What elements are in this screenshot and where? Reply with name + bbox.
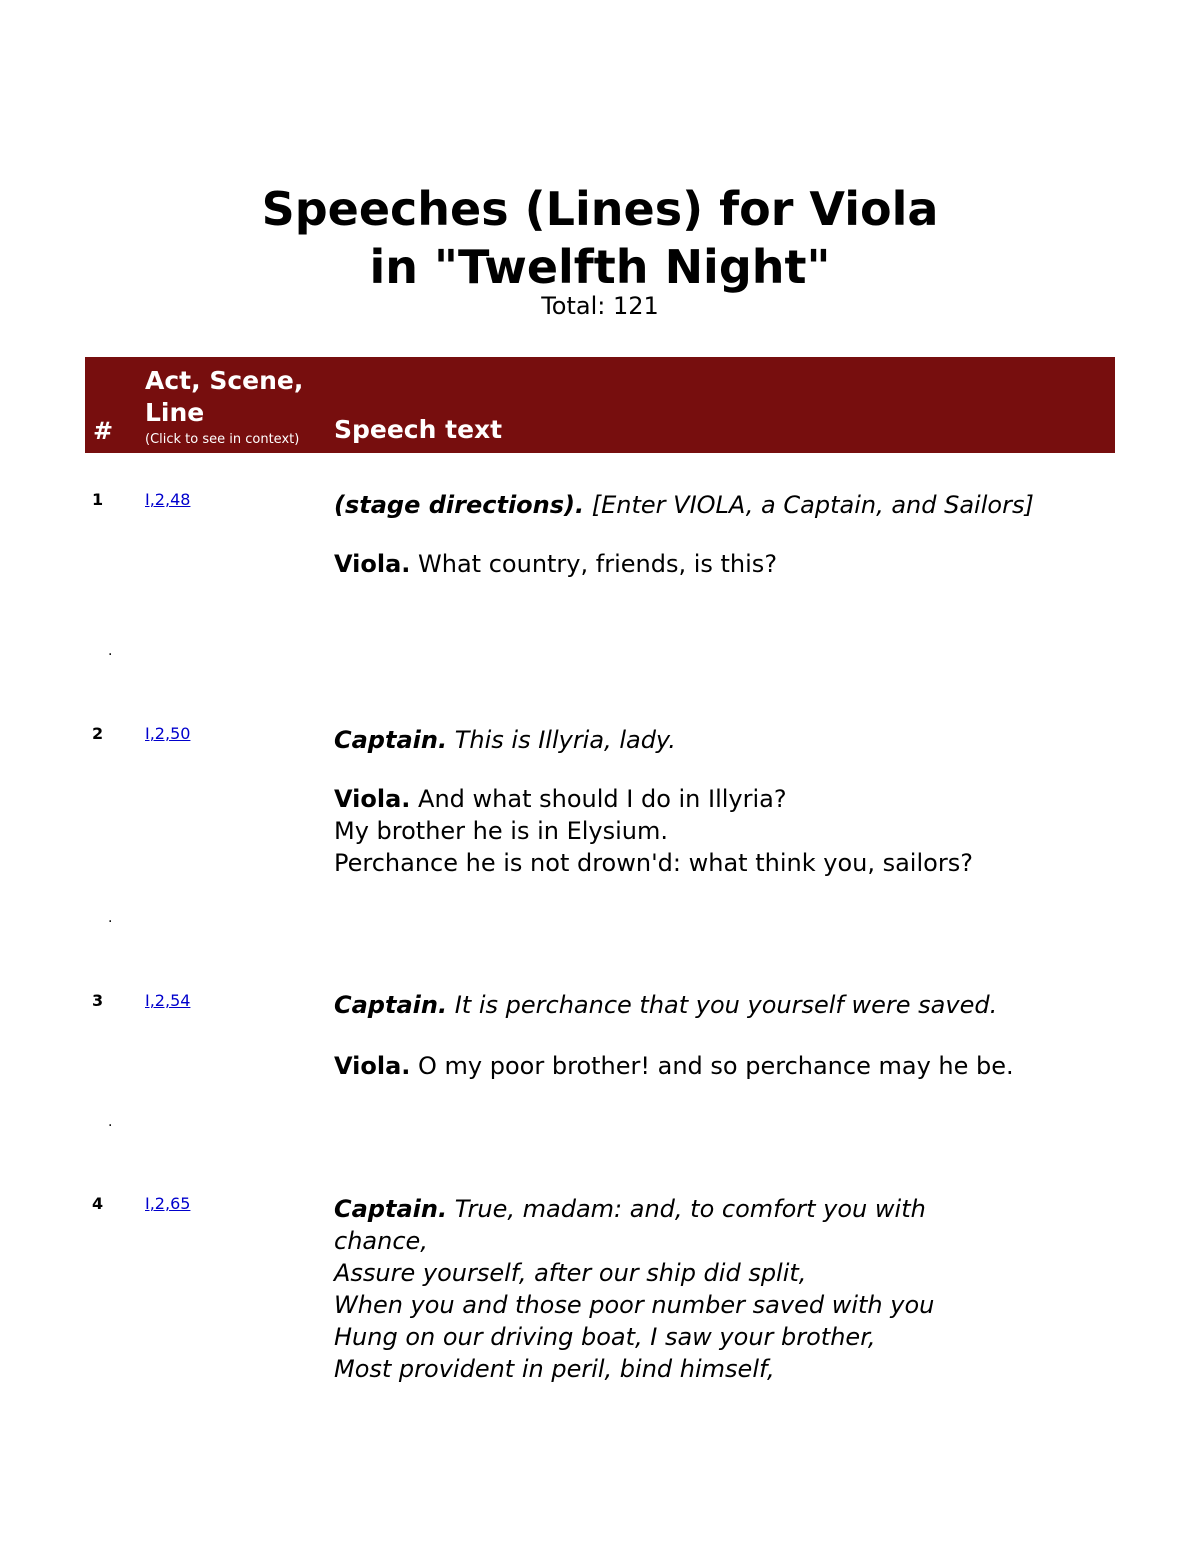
speaker-name: Captain. [334, 991, 448, 1019]
speech-line: When you and those poor number saved with you [334, 1291, 935, 1319]
title-line-2: in "Twelfth Night" [369, 240, 831, 294]
speech-line: Perchance he is not drown'd: what think you, sailors? [334, 849, 973, 877]
speech-line: It is perchance that you yourself were saved. [447, 991, 998, 1019]
header-location-line-1: Act, Scene, [145, 366, 304, 395]
speech-line: Hung on our driving boat, I saw your brother, [334, 1323, 876, 1351]
row-number: 4 [92, 1194, 104, 1213]
header-location-line-2: Line [145, 398, 205, 427]
speech-text [334, 1193, 1014, 1385]
row-separator: . [108, 643, 113, 659]
row-number: 1 [92, 490, 104, 509]
speech-line: Most provident in peril, bind himself, [334, 1355, 775, 1383]
header-location-hint: (Click to see in context) [145, 432, 300, 447]
speaker-name: Captain. [334, 726, 448, 754]
row-separator: . [108, 910, 113, 926]
speaker-name: Viola. [334, 550, 411, 578]
header-speech-text: Speech text [334, 415, 503, 444]
speech-line: Assure yourself, after our ship did split, [334, 1259, 807, 1287]
row-number: 3 [92, 991, 104, 1010]
speech-line: This is Illyria, lady. [447, 726, 676, 754]
speech-text [334, 724, 1114, 879]
speaker-name: Viola. [334, 785, 411, 813]
speech-line: What country, friends, is this? [410, 550, 778, 578]
speaker-name: Captain. [334, 1195, 448, 1223]
speaker-name: (stage directions). [334, 491, 585, 519]
speaker-name: Viola. [334, 1052, 411, 1080]
speech-line: My brother he is in Elysium. [334, 817, 669, 845]
location-link[interactable]: I,2,54 [145, 991, 191, 1010]
location-link[interactable]: I,2,50 [145, 724, 191, 743]
header-location [145, 365, 303, 429]
location-link[interactable]: I,2,48 [145, 490, 191, 509]
row-number: 2 [92, 724, 104, 743]
speech-line: [Enter VIOLA, a Captain, and Sailors] [584, 491, 1034, 519]
speech-line: True, madam: and, to comfort you with chance, [334, 1195, 926, 1255]
location-link[interactable]: I,2,65 [145, 1194, 191, 1213]
speech-text [334, 989, 1114, 1082]
speech-text [334, 489, 1114, 580]
speech-line: O my poor brother! and so perchance may he be. [410, 1052, 1014, 1080]
title-line-1: Speeches (Lines) for Viola [261, 182, 939, 236]
page-title [0, 180, 1200, 296]
speech-line: And what should I do in Illyria? [410, 785, 787, 813]
header-number: # [93, 417, 114, 445]
total-count: Total: 121 [541, 292, 659, 320]
row-separator: . [108, 1114, 113, 1130]
table-header [85, 357, 1115, 453]
